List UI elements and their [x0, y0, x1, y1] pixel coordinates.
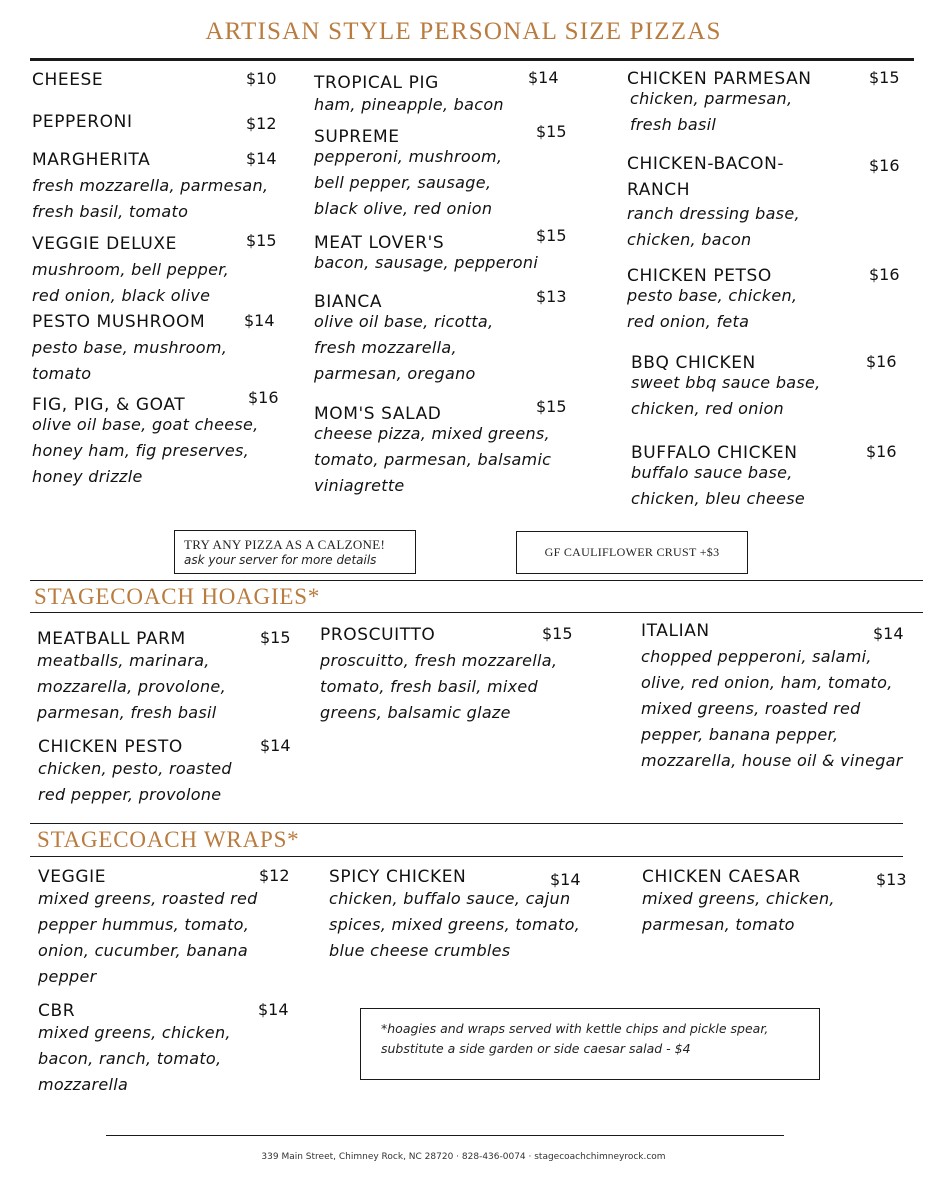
item-description: chicken, buffalo sauce, cajun spices, mixed greens, tomato, blue cheese crumbles: [329, 889, 581, 960]
menu-item-chicken-pesto: [38, 734, 293, 808]
menu-item-pepperoni: [32, 109, 277, 135]
menu-item-veggie-wrap: [38, 864, 293, 990]
item-name: SPICY CHICKEN: [329, 867, 467, 887]
item-price: $14: [244, 311, 275, 330]
item-price: $15: [536, 226, 567, 245]
item-name: SUPREME: [314, 127, 400, 147]
menu-item-proscuitto: [320, 622, 575, 726]
item-name: CHEESE: [32, 70, 104, 90]
item-description: chicken, pesto, roasted red pepper, provolone: [38, 759, 232, 804]
hoagies-top-divider: [30, 580, 923, 581]
item-price: $15: [536, 122, 567, 141]
item-name: ITALIAN: [641, 621, 710, 641]
menu-item-spicy-chicken: [329, 864, 584, 964]
menu-item-cbr: [38, 998, 293, 1098]
menu-item-supreme: [314, 122, 567, 222]
item-description: buffalo sauce base, chicken, bleu cheese: [631, 463, 806, 508]
item-price: $12: [259, 866, 290, 885]
item-price: $16: [869, 265, 900, 284]
menu-item-chicken-bacon-ranch: [627, 151, 902, 253]
item-price: $13: [876, 870, 907, 889]
sides-note: *hoagies and wraps served with kettle chips and pickle spear, substitute a side garden or side caesar salad - $4: [381, 1021, 769, 1056]
calzone-heading: TRY ANY PIZZA AS A CALZONE!: [184, 537, 386, 552]
item-name: CHICKEN PARMESAN: [627, 69, 812, 89]
sides-note-box: [360, 1008, 820, 1080]
item-price: $15: [246, 231, 277, 250]
menu-item-meat-lovers: [314, 226, 567, 276]
menu-item-veggie-deluxe: [32, 231, 277, 309]
item-description: mixed greens, chicken, parmesan, tomato: [642, 889, 835, 934]
item-name: PESTO MUSHROOM: [32, 312, 206, 332]
item-price: $15: [869, 68, 900, 87]
item-price: $14: [260, 736, 291, 755]
wraps-bottom-divider: [30, 856, 903, 857]
menu-item-pesto-mushroom: [32, 309, 277, 387]
calzone-note-box: [174, 530, 416, 574]
item-name: CHICKEN CAESAR: [642, 867, 801, 887]
menu-item-chicken-petso: [627, 263, 902, 335]
menu-item-chicken-caesar: [642, 864, 907, 938]
menu-item-chicken-parmesan: [627, 66, 902, 138]
item-description: chopped pepperoni, salami, olive, red onion, ham, tomato, mixed greens, roasted red pepper, banana pepper, mozzarella, house oil & vinegar: [641, 647, 903, 770]
gf-crust-note-box: [516, 531, 748, 574]
menu-item-italian: [641, 618, 906, 774]
item-price: $13: [536, 287, 567, 306]
menu-item-fig-pig-goat: [32, 388, 279, 490]
menu-item-margherita: [32, 147, 282, 225]
item-name: CHICKEN PETSO: [627, 266, 772, 286]
item-price: $15: [542, 624, 573, 643]
item-price: $15: [536, 397, 567, 416]
item-description: mixed greens, roasted red pepper hummus, tomato, onion, cucumber, banana pepper: [38, 889, 258, 986]
item-price: $14: [246, 149, 277, 168]
item-name: CHICKEN PESTO: [38, 737, 183, 757]
item-description: bacon, sausage, pepperoni: [314, 253, 539, 272]
item-description: proscuitto, fresh mozzarella, tomato, fresh basil, mixed greens, balsamic glaze: [320, 651, 558, 722]
item-description: ranch dressing base, chicken, bacon: [627, 204, 800, 249]
footer-divider: [106, 1135, 784, 1136]
item-price: $14: [528, 68, 559, 87]
item-price: $16: [866, 352, 897, 371]
item-description: pesto base, chicken, red onion, feta: [627, 286, 798, 331]
item-description: chicken, parmesan, fresh basil: [630, 89, 793, 134]
item-name: MARGHERITA: [32, 150, 151, 170]
title-divider: [30, 58, 914, 61]
item-name: CHICKEN-BACON-RANCH: [627, 154, 785, 200]
item-price: $14: [550, 870, 581, 889]
item-price: $15: [260, 628, 291, 647]
item-name: BIANCA: [314, 292, 383, 312]
item-description: ham, pineapple, bacon: [314, 95, 504, 114]
item-price: $10: [246, 69, 277, 88]
item-description: pesto base, mushroom, tomato: [32, 338, 228, 383]
item-price: $14: [873, 624, 904, 643]
item-description: fresh mozzarella, parmesan, fresh basil, tomato: [32, 176, 269, 221]
item-name: TROPICAL PIG: [314, 73, 439, 93]
item-description: mushroom, bell pepper, red onion, black olive: [32, 260, 230, 305]
menu-item-bianca: [314, 287, 567, 387]
menu-item-bbq-chicken: [631, 350, 902, 422]
item-name: PEPPERONI: [32, 112, 133, 132]
menu-item-moms-salad: [314, 397, 567, 499]
item-name: FIG, PIG, & GOAT: [32, 395, 186, 415]
item-description: sweet bbq sauce base, chicken, red onion: [631, 373, 821, 418]
wraps-section-title: STAGECOACH WRAPS*: [37, 827, 300, 852]
item-name: BBQ CHICKEN: [631, 353, 756, 373]
item-description: cheese pizza, mixed greens, tomato, parmesan, balsamic viniagrette: [314, 424, 552, 495]
wraps-top-divider: [30, 823, 903, 824]
calzone-detail: ask your server for more details: [184, 553, 377, 567]
item-description: meatballs, marinara, mozzarella, provolone, parmesan, fresh basil: [37, 651, 226, 722]
gf-crust-note: GF CAULIFLOWER CRUST +$3: [544, 545, 720, 559]
item-price: $16: [869, 156, 900, 175]
item-name: MEAT LOVER'S: [314, 233, 445, 253]
item-name: MEATBALL PARM: [37, 629, 186, 649]
menu-item-tropical-pig: [314, 70, 564, 118]
item-price: $14: [258, 1000, 289, 1019]
menu-item-meatball-parm: [37, 626, 292, 726]
item-description: mixed greens, chicken, bacon, ranch, tomato, mozzarella: [38, 1023, 231, 1094]
item-price: $12: [246, 114, 277, 133]
item-name: VEGGIE: [38, 867, 107, 887]
menu-item-cheese: [32, 67, 277, 93]
menu-item-buffalo-chicken: [631, 440, 902, 512]
item-name: VEGGIE DELUXE: [32, 234, 177, 254]
item-description: pepperoni, mushroom, bell pepper, sausage, black olive, red onion: [314, 147, 503, 218]
hoagies-bottom-divider: [30, 612, 923, 613]
item-price: $16: [248, 388, 279, 407]
item-description: olive oil base, ricotta, fresh mozzarella, parmesan, oregano: [314, 312, 494, 383]
footer-contact: 339 Main Street, Chimney Rock, NC 28720 · 828-436-0074 · stagecoachchimneyrock.com: [261, 1152, 666, 1162]
item-price: $16: [866, 442, 897, 461]
item-description: olive oil base, goat cheese, honey ham, fig preserves, honey drizzle: [32, 415, 259, 486]
item-name: PROSCUITTO: [320, 625, 436, 645]
item-name: MOM'S SALAD: [314, 404, 442, 424]
hoagies-section-title: STAGECOACH HOAGIES*: [34, 584, 321, 609]
item-name: BUFFALO CHICKEN: [631, 443, 798, 463]
item-name: CBR: [38, 1001, 76, 1021]
pizza-section-title: ARTISAN STYLE PERSONAL SIZE PIZZAS: [205, 18, 722, 45]
